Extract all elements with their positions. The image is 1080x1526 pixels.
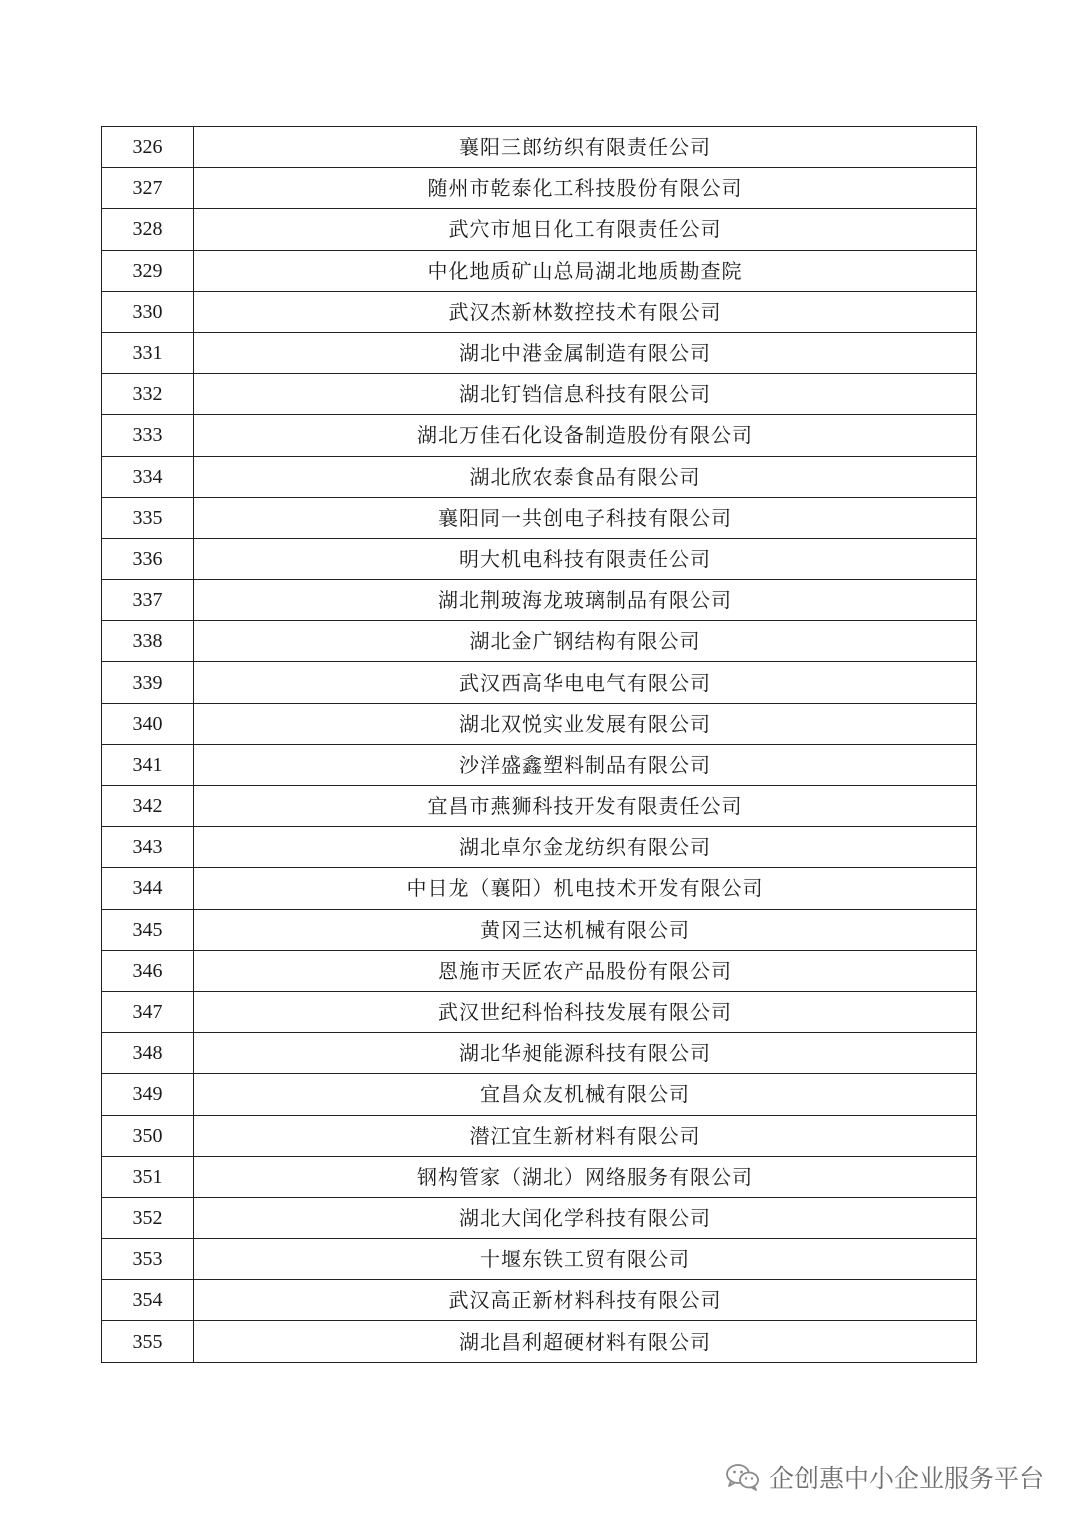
row-number: 335 <box>102 497 194 538</box>
table-row <box>102 1321 977 1362</box>
table-row <box>102 950 977 991</box>
company-name: 湖北欣农泰食品有限公司 <box>194 456 977 497</box>
table-row <box>102 786 977 827</box>
row-number: 343 <box>102 827 194 868</box>
row-number: 337 <box>102 580 194 621</box>
row-number: 334 <box>102 456 194 497</box>
table-row <box>102 497 977 538</box>
row-number: 329 <box>102 250 194 291</box>
table-row <box>102 1197 977 1238</box>
company-name: 湖北卓尔金龙纺织有限公司 <box>194 827 977 868</box>
company-name: 襄阳三郎纺织有限责任公司 <box>194 127 977 168</box>
table-row <box>102 127 977 168</box>
row-number: 338 <box>102 621 194 662</box>
row-number: 341 <box>102 744 194 785</box>
company-name: 十堰东铁工贸有限公司 <box>194 1239 977 1280</box>
row-number: 354 <box>102 1280 194 1321</box>
company-name: 湖北昌利超硬材料有限公司 <box>194 1321 977 1362</box>
company-name: 襄阳同一共创电子科技有限公司 <box>194 497 977 538</box>
table-row <box>102 538 977 579</box>
company-name: 钢构管家（湖北）网络服务有限公司 <box>194 1156 977 1197</box>
company-name: 湖北钉铛信息科技有限公司 <box>194 374 977 415</box>
company-name: 湖北华昶能源科技有限公司 <box>194 1033 977 1074</box>
company-name: 湖北金广钢结构有限公司 <box>194 621 977 662</box>
company-name: 武汉西高华电电气有限公司 <box>194 662 977 703</box>
table-row <box>102 1074 977 1115</box>
table-row <box>102 209 977 250</box>
row-number: 351 <box>102 1156 194 1197</box>
table-row <box>102 250 977 291</box>
company-name: 宜昌众友机械有限公司 <box>194 1074 977 1115</box>
company-name: 武汉杰新林数控技术有限公司 <box>194 291 977 332</box>
row-number: 355 <box>102 1321 194 1362</box>
company-name: 湖北万佳石化设备制造股份有限公司 <box>194 415 977 456</box>
row-number: 347 <box>102 991 194 1032</box>
row-number: 345 <box>102 909 194 950</box>
table-row <box>102 291 977 332</box>
row-number: 346 <box>102 950 194 991</box>
table-row <box>102 415 977 456</box>
row-number: 332 <box>102 374 194 415</box>
company-name: 湖北中港金属制造有限公司 <box>194 332 977 373</box>
row-number: 349 <box>102 1074 194 1115</box>
row-number: 331 <box>102 332 194 373</box>
table-row <box>102 374 977 415</box>
company-name: 随州市乾泰化工科技股份有限公司 <box>194 168 977 209</box>
table-row <box>102 1239 977 1280</box>
table-row <box>102 868 977 909</box>
row-number: 348 <box>102 1033 194 1074</box>
row-number: 328 <box>102 209 194 250</box>
company-name: 湖北荆玻海龙玻璃制品有限公司 <box>194 580 977 621</box>
row-number: 327 <box>102 168 194 209</box>
company-name: 湖北双悦实业发展有限公司 <box>194 703 977 744</box>
table-row <box>102 703 977 744</box>
row-number: 350 <box>102 1115 194 1156</box>
table-row <box>102 1115 977 1156</box>
company-list-table <box>101 126 977 1363</box>
watermark <box>725 1459 1044 1495</box>
table-row <box>102 1156 977 1197</box>
row-number: 344 <box>102 868 194 909</box>
table-row <box>102 991 977 1032</box>
table-row <box>102 827 977 868</box>
watermark-text: 企创惠中小企业服务平台 <box>768 1464 1044 1493</box>
table-row <box>102 168 977 209</box>
row-number: 342 <box>102 786 194 827</box>
company-name: 宜昌市燕狮科技开发有限责任公司 <box>194 786 977 827</box>
table-row <box>102 744 977 785</box>
company-name: 明大机电科技有限责任公司 <box>194 538 977 579</box>
table-row <box>102 332 977 373</box>
row-number: 339 <box>102 662 194 703</box>
table-row <box>102 456 977 497</box>
company-name: 武穴市旭日化工有限责任公司 <box>194 209 977 250</box>
company-name: 武汉世纪科怡科技发展有限公司 <box>194 991 977 1032</box>
company-name: 恩施市天匠农产品股份有限公司 <box>194 950 977 991</box>
row-number: 326 <box>102 127 194 168</box>
table-row <box>102 909 977 950</box>
table-row <box>102 1280 977 1321</box>
company-name: 武汉高正新材料科技有限公司 <box>194 1280 977 1321</box>
wechat-icon <box>725 1462 761 1492</box>
row-number: 352 <box>102 1197 194 1238</box>
company-name: 沙洋盛鑫塑料制品有限公司 <box>194 744 977 785</box>
table-row <box>102 662 977 703</box>
table-body <box>102 127 977 1363</box>
row-number: 333 <box>102 415 194 456</box>
company-name: 黄冈三达机械有限公司 <box>194 909 977 950</box>
table-row <box>102 621 977 662</box>
table-row <box>102 1033 977 1074</box>
company-name: 中化地质矿山总局湖北地质勘查院 <box>194 250 977 291</box>
company-name: 湖北大闰化学科技有限公司 <box>194 1197 977 1238</box>
row-number: 353 <box>102 1239 194 1280</box>
row-number: 336 <box>102 538 194 579</box>
table-row <box>102 580 977 621</box>
row-number: 340 <box>102 703 194 744</box>
row-number: 330 <box>102 291 194 332</box>
company-name: 中日龙（襄阳）机电技术开发有限公司 <box>194 868 977 909</box>
company-name: 潜江宜生新材料有限公司 <box>194 1115 977 1156</box>
